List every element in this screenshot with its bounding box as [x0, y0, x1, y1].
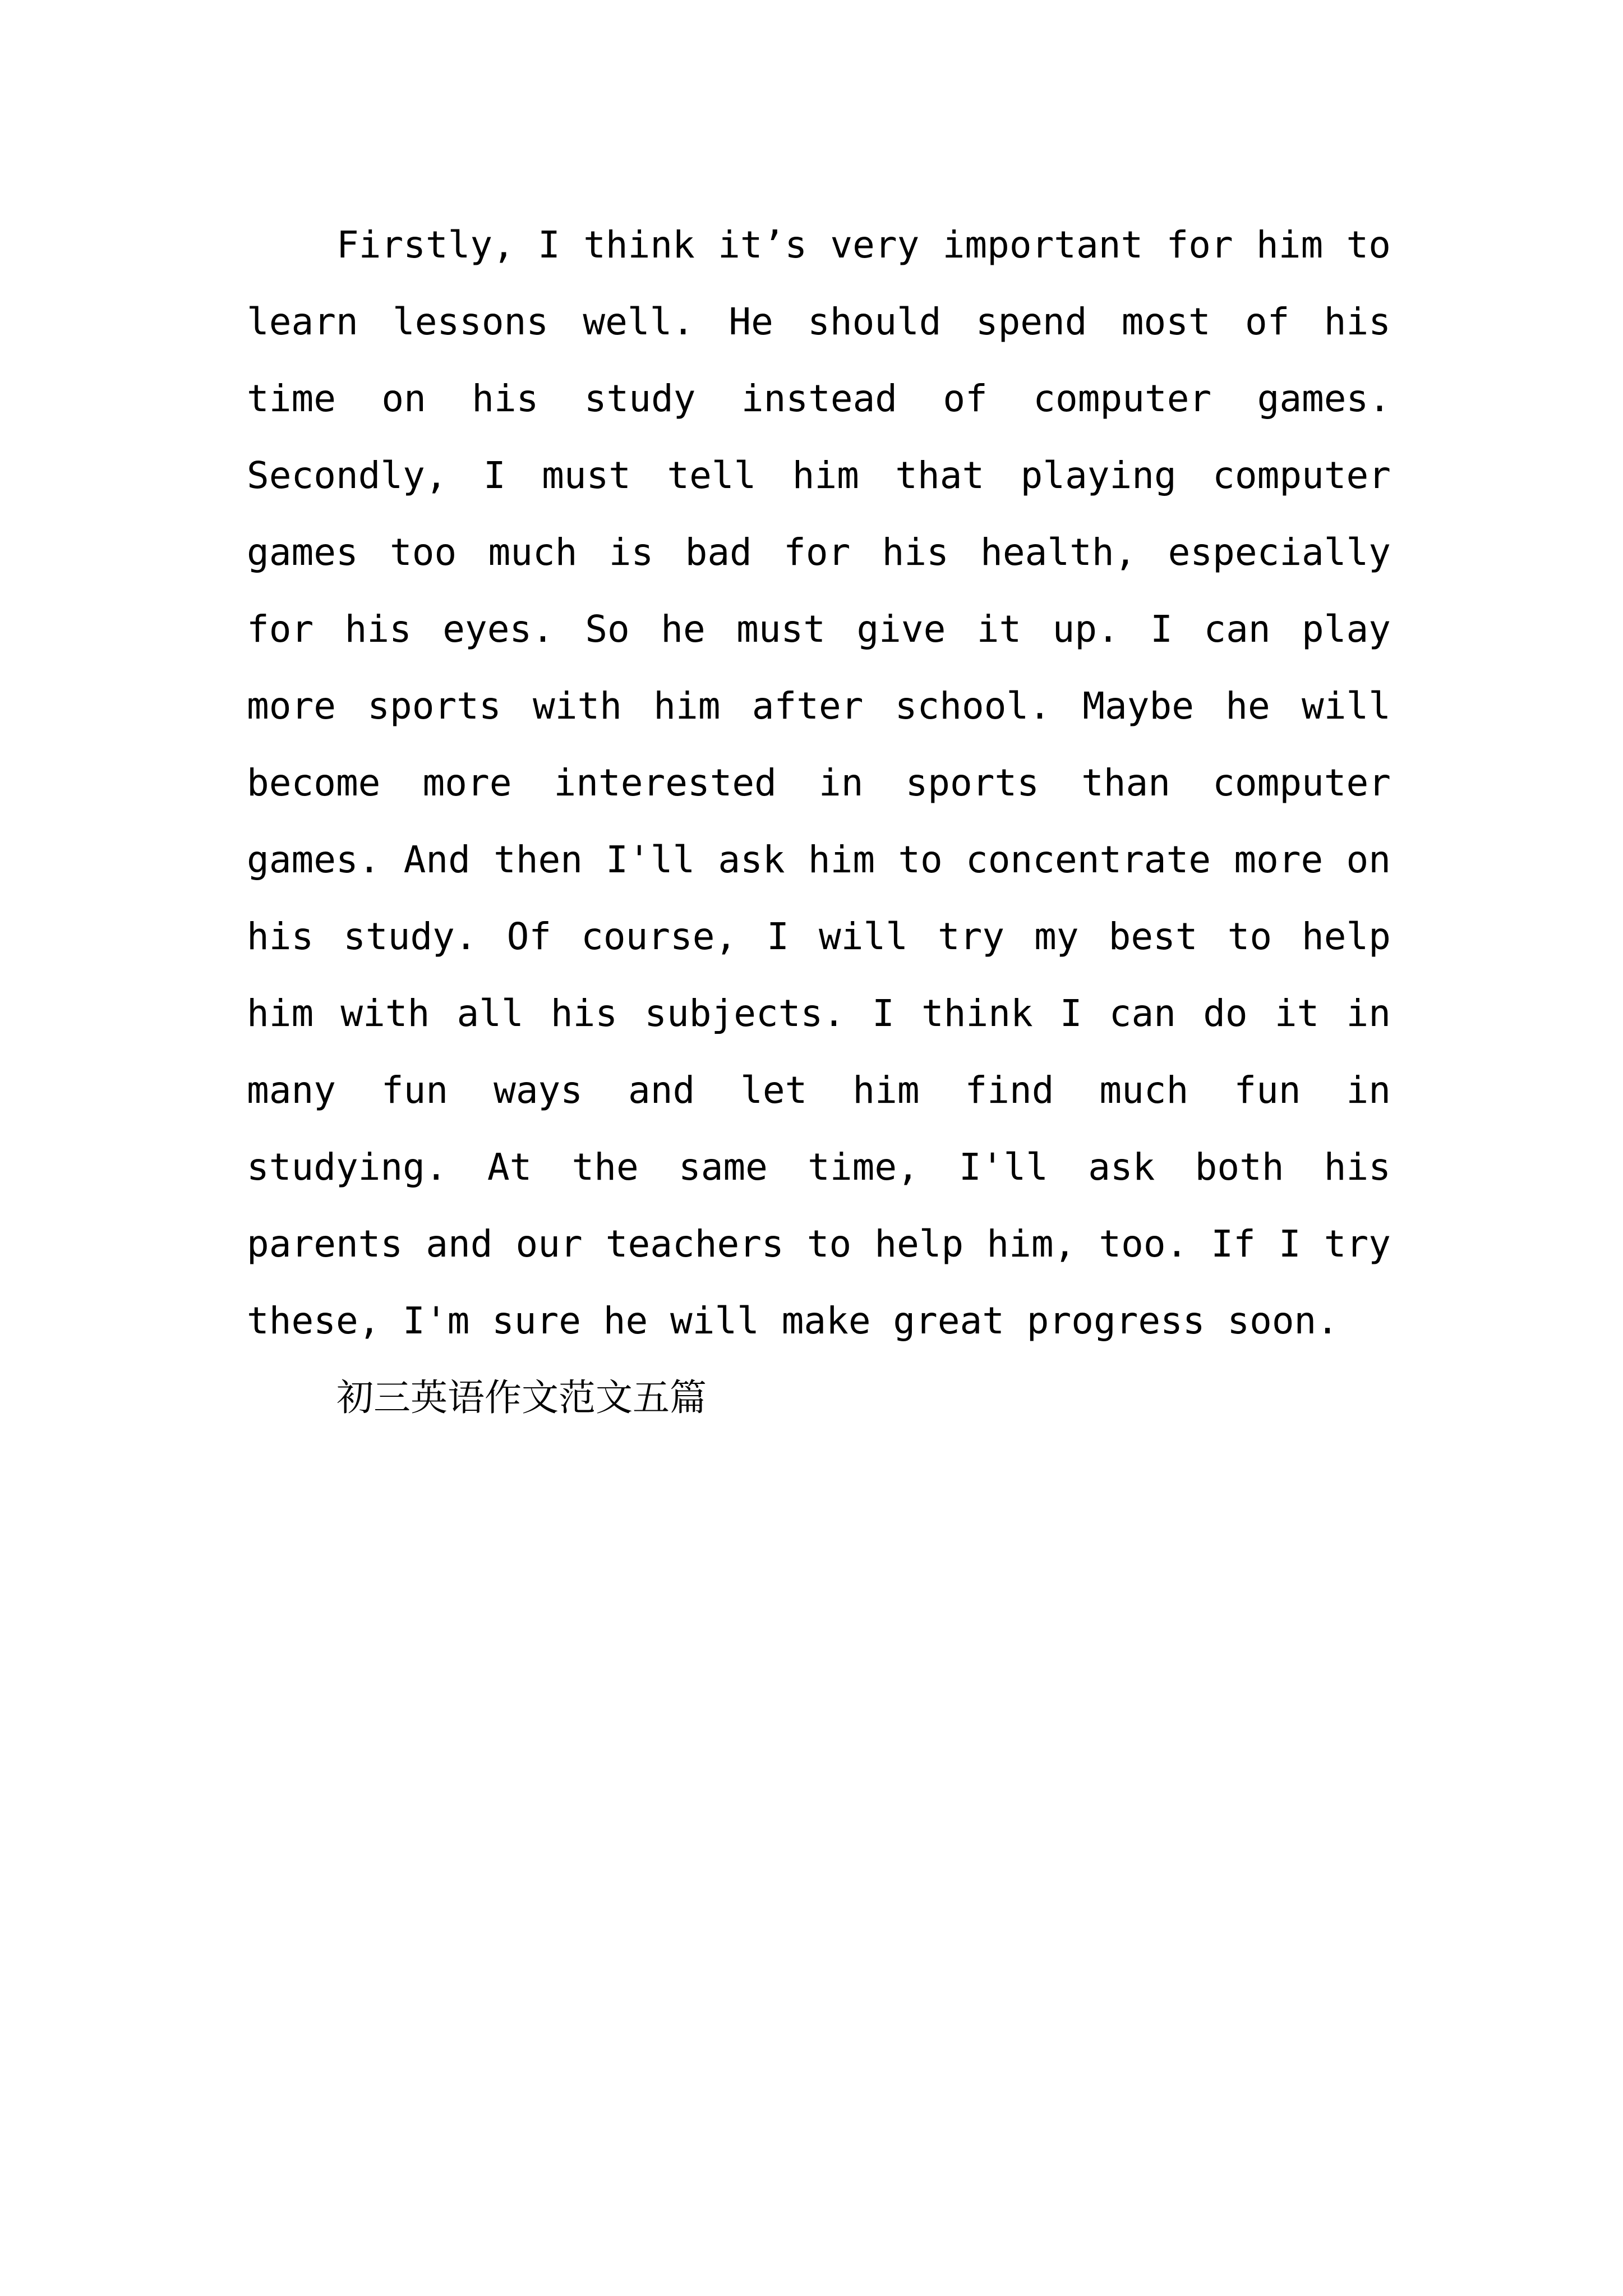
essay-paragraph: Firstly, I think it’s very important for him to learn lessons well. He should spend most of his time on his study instead of computer games. Secondly, I must tell him that playing computer games too much is bad for his health, especially for his eyes. So he must give it up. I can play more sports with him after school. Maybe he will become more interested in sports than computer games. And then I'll ask him to concentrate more on his study. Of course, I will try my best to help him with all his subjects. I think I can do it in many fun ways and let him find much fun in studying. At the same time, I'll ask both his parents and our teachers to help him, too. If I try these, I'm sure he will make great progress soon. [247, 223, 1391, 1342]
document-body [247, 206, 1391, 1436]
section-heading: 初三英语作文范文五篇 [336, 1376, 707, 1419]
